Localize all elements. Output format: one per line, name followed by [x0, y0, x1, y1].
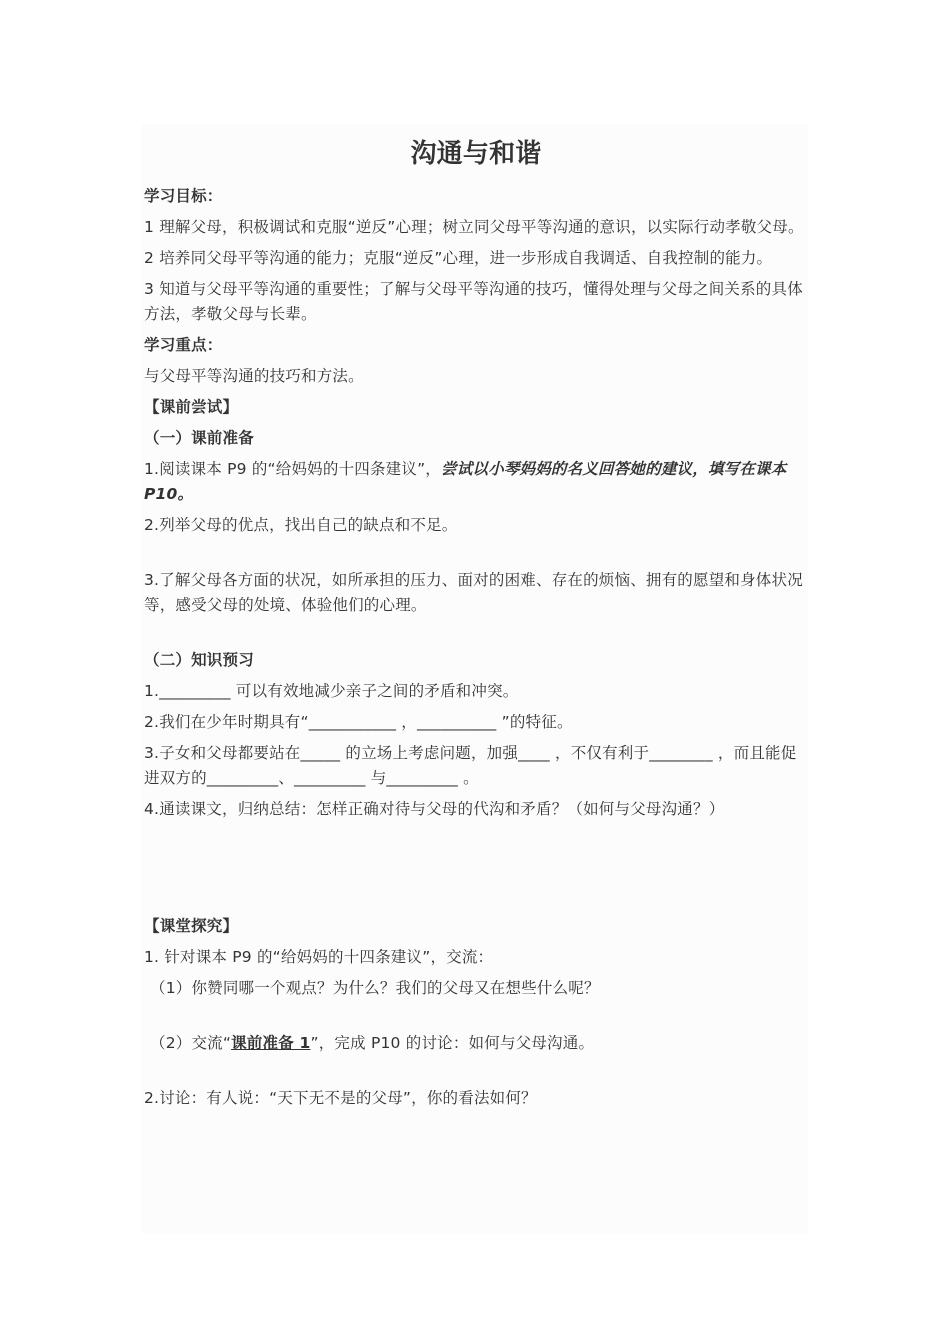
answer-space [144, 624, 808, 648]
prep-item-1 [144, 457, 808, 507]
objective-item-1: 1 理解父母，积极调试和克服“逆反”心理；树立同父母平等沟通的意识，以实际行动孝敬父母。 [144, 218, 804, 236]
prep-item-3: 3.了解父母各方面的状况，如所承担的压力、面对的困难、存在的烦恼、拥有的愿望和身体状况等，感受父母的处境、体验他们的心理。 [144, 571, 803, 614]
prep-reference-link: 课前准备 1 [231, 1034, 311, 1052]
pre-class-heading: 【课前尝试】 [144, 398, 239, 416]
answer-space [144, 828, 808, 914]
preview-item-1: 1._________ 可以有效地减少亲子之间的矛盾和冲突。 [144, 682, 519, 700]
focus-text: 与父母平等沟通的技巧和方法。 [144, 367, 364, 385]
answer-space [144, 1062, 808, 1086]
preview-heading: （二）知识预习 [144, 651, 254, 669]
in-class-item-2: 2.讨论：有人说：“天下无不是的父母”，你的看法如何？ [144, 1089, 537, 1107]
prep-heading: （一）课前准备 [144, 429, 254, 447]
objective-item-3: 3 知道与父母平等沟通的重要性；了解与父母平等沟通的技巧，懂得处理与父母之间关系的具体方法，孝敬父母与长辈。 [144, 280, 803, 323]
prep-item-1-emphasis: 尝试以小琴妈妈的名义回答她的建议，填写在课本 P10。 [144, 460, 787, 503]
document-body [144, 128, 808, 1117]
page-title: 沟通与和谐 [410, 139, 542, 169]
objective-item-2: 2 培养同父母平等沟通的能力；克服“逆反”心理，进一步形成自我调适、自我控制的能力。 [144, 249, 773, 267]
objectives-heading: 学习目标： [144, 187, 223, 205]
in-class-sub-1: （1）你赞同哪一个观点？为什么？我们的父母又在想些什么呢？ [150, 979, 600, 997]
in-class-sub-2 [144, 1031, 808, 1056]
focus-heading: 学习重点： [144, 336, 223, 354]
in-class-item-1: 1. 针对课本 P9 的“给妈妈的十四条建议”，交流： [144, 948, 494, 966]
prep-item-2: 2.列举父母的优点，找出自己的缺点和不足。 [144, 516, 458, 534]
preview-item-3: 3.子女和父母都要站在_____ 的立场上考虑问题，加强____ ，不仅有利于________ ，而且能促进双方的_________、_________ 与_________ 。 [144, 744, 797, 787]
in-class-sub-2-suffix: ”，完成 P10 的讨论：如何与父母沟通。 [310, 1034, 595, 1052]
in-class-sub-2-prefix: （2）交流“ [150, 1034, 232, 1052]
preview-item-4: 4.通读课文，归纳总结：怎样正确对待与父母的代沟和矛盾？（如何与父母沟通？） [144, 800, 725, 818]
answer-space [144, 544, 808, 568]
preview-item-2: 2.我们在少年时期具有“___________ ，__________ ”的特征。 [144, 713, 573, 731]
answer-space [144, 1007, 808, 1031]
in-class-heading: 【课堂探究】 [144, 917, 239, 935]
prep-item-1-text: 1.阅读课本 P9 的“给妈妈的十四条建议”， [144, 460, 442, 478]
